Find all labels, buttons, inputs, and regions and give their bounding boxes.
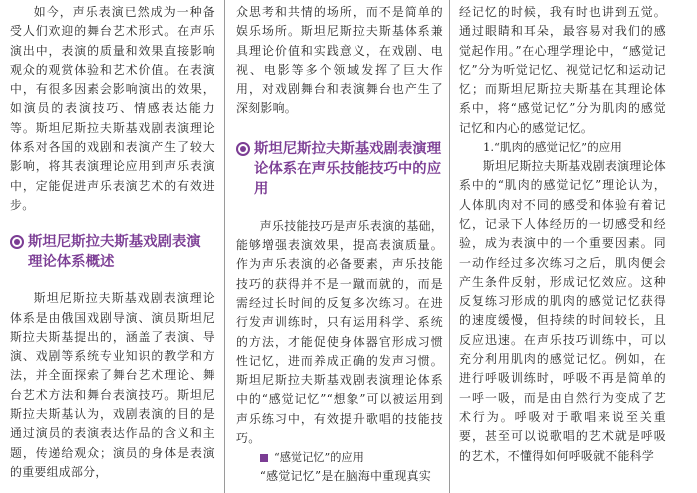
body-paragraph: 众思考和共情的场所，而不是简单的娱乐场所。斯坦尼斯拉夫斯基体系兼具理论价值和实践意义，在戏剧、电视、电影等多个领域发挥了巨大作用，对戏剧舞台和表演舞台也产生了深刻影响。: [236, 5, 443, 116]
section-bullet-icon: [236, 142, 250, 156]
numbered-subheading: 1.“肌肉的感觉记忆”的应用: [483, 140, 622, 155]
body-paragraph: 经记忆的时候，我有时也讲到五觉。通过眼睛和耳朵，最容易对我们的感觉起作用。”在心理学理论中，“感觉记忆”分为听觉记忆、视觉记忆和运动记忆；而斯坦尼斯拉夫斯基在其理论体系中，将“感觉记忆”分为肌肉的感觉记忆和内心的感觉记忆。: [459, 5, 666, 135]
section-heading: [236, 139, 443, 199]
column-middle: [236, 0, 443, 493]
section-title: 斯坦尼斯拉夫斯基戏剧表演理论体系概述: [28, 234, 201, 271]
body-paragraph: “感觉记忆”是在脑海中重现真实: [259, 469, 432, 484]
body-paragraph: 斯坦尼斯拉夫斯基戏剧表演理论体系是由俄国戏剧导演、演员斯坦尼斯拉夫斯基提出的，涵盖了表演、导演、戏剧等系统专业知识的教学和方法，并全面探索了舞台艺术理论、舞台艺术方法和舞台表演技巧。斯坦尼斯拉夫斯基认为，戏剧表演的目的是通过演员的表演表达作品的含义和主题，传递给观众；演员的身体是表演的重要组成部分，: [10, 291, 215, 479]
section-bullet-icon: [10, 235, 24, 249]
square-bullet-icon: [260, 454, 268, 462]
column-divider: [224, 0, 225, 493]
section-heading: [10, 232, 215, 272]
column-left: [10, 0, 215, 493]
body-paragraph: 斯坦尼斯拉夫斯基戏剧表演理论体系中的“肌肉的感觉记忆”理论认为，人体肌肉对不同的感受和体验有着记忆，记录下人体经历的一切感受和经验，成为表演中的一个重要因素。同一动作经过多次练习之后，肌肉便会产生条件反射，形成记忆效应。这种反复练习形成的肌肉的感觉记忆获得的速度缓慢，但持续的时间较长，且反应迅速。在声乐技巧训练中，可以充分利用肌肉的感觉记忆。例如，在进行呼吸训练时，呼吸不再是简单的一呼一吸，而是由自然行为变成了艺术行为。呼吸对于歌唱来说至关重要，甚至可以说歌唱的艺术就是呼吸的艺术，不懂得如何呼吸就不能科学: [459, 159, 666, 463]
section-title: 斯坦尼斯拉夫斯基戏剧表演理论体系在声乐技能技巧中的应用: [254, 140, 442, 197]
subsection-heading: [236, 448, 443, 467]
subsection-title: “感觉记忆”的应用: [274, 451, 364, 465]
intro-paragraph: 如今，声乐表演已然成为一种备受人们欢迎的舞台艺术形式。在声乐演出中，表演的质量和效果直接影响观众的观赏体验和艺术价值。在表演中，有很多因素会影响演出的效果，如演员的表演技巧、情感表达能力等。斯坦尼斯拉夫斯基戏剧表演理论体系对各国的戏剧和表演产生了较大影响，将其表演理论应用到声乐表演中，定能促进声乐表演艺术的有效进步。: [10, 5, 215, 212]
column-divider: [449, 0, 450, 493]
body-paragraph: 声乐技能技巧是声乐表演的基础，能够增强表演效果，提高表演质量。作为声乐表演的必备要素，声乐技能技巧的获得并不是一蹴而就的，而是需经过长时间的反复多次练习。在进行发声训练时，只有运用科学、系统的方法，才能促使身体器官形成习惯性记忆，进而养成正确的发声习惯。斯坦尼斯拉夫斯基戏剧表演理论体系中的“感觉记忆”“想象”可以被运用到声乐练习中，有效提升歌唱的技能技巧。: [236, 218, 443, 446]
column-right: [459, 0, 666, 493]
